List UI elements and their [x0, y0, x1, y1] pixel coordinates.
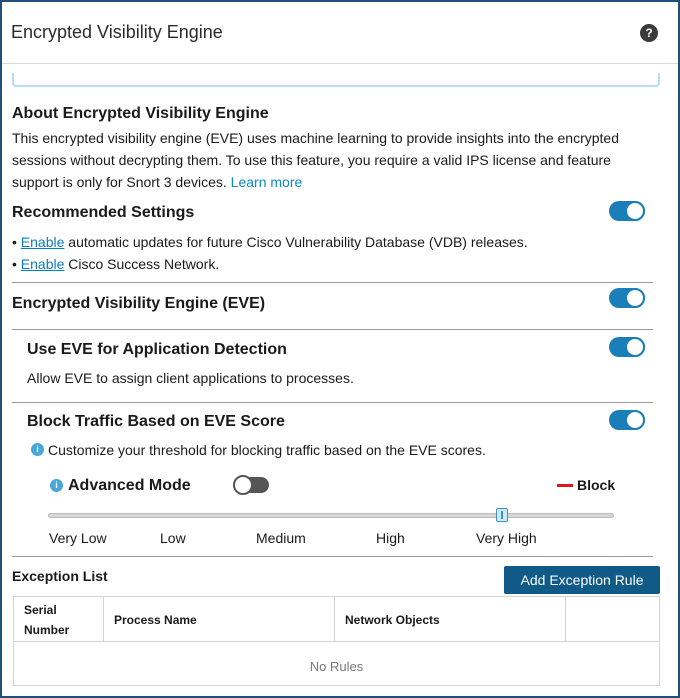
- learn-more-link[interactable]: Learn more: [230, 174, 303, 190]
- exception-list-heading: Exception List: [12, 568, 108, 584]
- slider-level-very-high: Very High: [476, 530, 537, 546]
- info-icon: i: [31, 443, 44, 456]
- divider: [12, 329, 653, 330]
- eve-score-slider-track[interactable]: [48, 513, 614, 518]
- recommended-settings-toggle[interactable]: [609, 201, 645, 221]
- advanced-mode-toggle[interactable]: [233, 477, 269, 493]
- slider-level-low: Low: [160, 530, 186, 546]
- column-header-actions: [566, 597, 659, 641]
- column-header-serial-number[interactable]: [14, 597, 104, 641]
- recommended-item-vdb: [12, 231, 528, 253]
- divider: [12, 402, 653, 403]
- bullet: •: [12, 234, 17, 250]
- app-detection-toggle[interactable]: [609, 337, 645, 357]
- header-row-divider: [14, 641, 659, 642]
- about-text-line-3: [12, 171, 302, 193]
- add-exception-rule-button[interactable]: Add Exception Rule: [504, 566, 660, 594]
- bullet: •: [12, 256, 17, 272]
- network-objects-header-text: Network Objects: [345, 613, 440, 627]
- toggle-knob: [625, 410, 645, 430]
- block-traffic-description: Customize your threshold for blocking traffic based on the EVE scores.: [48, 442, 486, 458]
- exception-table: [13, 596, 660, 686]
- toggle-knob: [233, 475, 253, 495]
- block-traffic-toggle[interactable]: [609, 410, 645, 430]
- block-legend-swatch: [557, 484, 573, 487]
- serial-header-line-2: Number: [24, 623, 70, 637]
- dialog-title: Encrypted Visibility Engine: [11, 22, 223, 42]
- slider-level-high: High: [376, 530, 405, 546]
- recommended-item-vdb-text: automatic updates for future Cisco Vulnerability Database (VDB) releases.: [68, 234, 528, 250]
- collapsed-panel-edge: [12, 73, 660, 87]
- recommended-item-csn-text: Cisco Success Network.: [68, 256, 220, 272]
- app-detection-description: Allow EVE to assign client applications to processes.: [27, 370, 354, 386]
- toggle-knob: [625, 288, 645, 308]
- column-header-network-objects[interactable]: [335, 597, 566, 641]
- about-heading: About Encrypted Visibility Engine: [12, 105, 269, 122]
- help-icon[interactable]: ?: [640, 24, 658, 42]
- enable-vdb-updates-link[interactable]: Enable: [20, 234, 65, 250]
- enable-success-network-link[interactable]: Enable: [20, 256, 65, 272]
- eve-heading: Encrypted Visibility Engine (EVE): [12, 295, 266, 312]
- slider-level-very-low: Very Low: [49, 530, 107, 546]
- process-name-header-text: Process Name: [114, 613, 197, 627]
- serial-header-line-1: Serial: [24, 603, 57, 617]
- eve-toggle[interactable]: [609, 288, 645, 308]
- slider-level-medium: Medium: [256, 530, 306, 546]
- about-text-line-1: This encrypted visibility engine (EVE) uses machine learning to provide insights into the encrypted: [12, 130, 619, 146]
- about-text-line-3-body: support is only for Snort 3 devices.: [12, 174, 227, 190]
- divider: [12, 556, 653, 557]
- app-detection-heading: Use EVE for Application Detection: [27, 341, 287, 358]
- toggle-knob: [625, 337, 645, 357]
- empty-table-message: No Rules: [309, 659, 364, 674]
- eve-score-slider-thumb[interactable]: [496, 508, 508, 522]
- recommended-settings-heading: Recommended Settings: [12, 204, 195, 221]
- block-legend-label: Block: [577, 477, 616, 493]
- dialog-header: [2, 2, 678, 64]
- about-text-line-2: sessions without decrypting them. To use this feature, you require a valid IPS license and feature: [12, 152, 611, 168]
- column-header-process-name[interactable]: [104, 597, 335, 641]
- advanced-mode-label: Advanced Mode: [68, 477, 191, 494]
- advanced-mode-info-icon[interactable]: i: [50, 479, 63, 492]
- toggle-knob: [625, 201, 645, 221]
- divider: [12, 282, 653, 283]
- block-traffic-heading: Block Traffic Based on EVE Score: [27, 413, 285, 430]
- recommended-item-csn: [12, 253, 219, 275]
